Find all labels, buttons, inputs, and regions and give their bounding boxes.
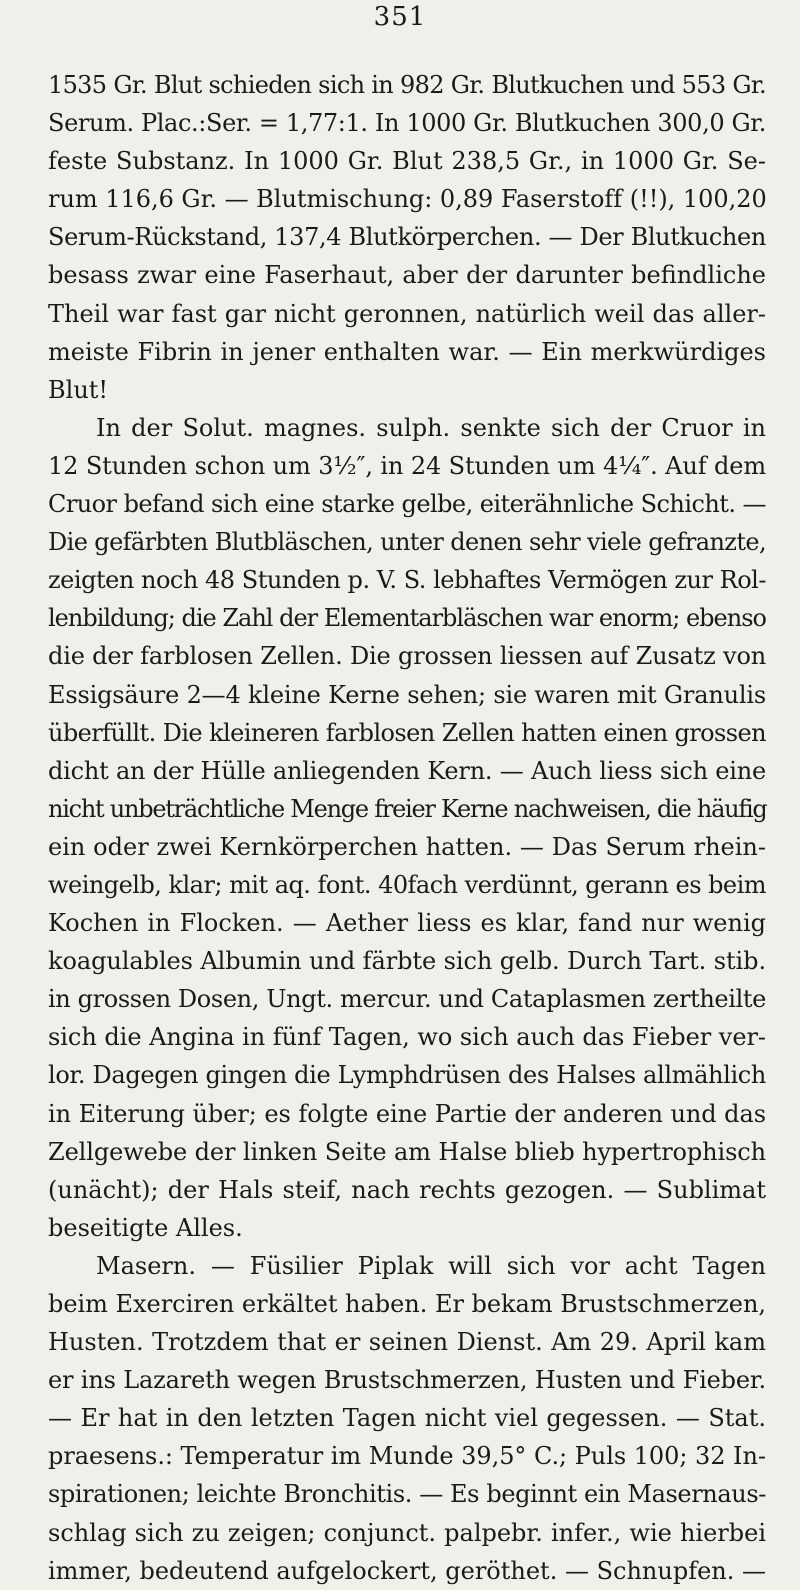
text-line: in grossen Dosen, Ungt. mercur. und Cataplasmen zertheilte	[48, 985, 766, 1014]
text-line: Theil war fast gar nicht geronnen, natürlich weil das aller-	[48, 299, 766, 328]
body-text	[48, 66, 766, 1590]
text-line: ein oder zwei Kernkörperchen hatten. — Das Serum rhein-	[48, 832, 766, 861]
text-line: meiste Fibrin in jener enthalten war. — Ein merkwürdiges	[48, 337, 766, 366]
text-line: in Eiterung über; es folgte eine Partie der anderen und das	[48, 1099, 767, 1128]
text-line: Masern. — Füsilier Piplak will sich vor acht Tagen	[96, 1251, 766, 1280]
text-line: schlag sich zu zeigen; conjunct. palpebr. infer., wie hierbei	[48, 1518, 766, 1547]
text-line: Blut!	[48, 375, 109, 404]
text-line: rum 116,6 Gr. — Blutmischung: 0,89 Faserstoff (!!), 100,20	[48, 185, 767, 214]
text-line: nicht unbeträchtliche Menge freier Kerne nachweisen, die häufig	[48, 794, 767, 823]
text-line: Serum-Rückstand, 137,4 Blutkörperchen. — Der Blutkuchen	[48, 223, 766, 252]
text-line: spirationen; leichte Bronchitis. — Es beginnt ein Masernaus-	[48, 1480, 766, 1509]
text-line: sich die Angina in fünf Tagen, wo sich auch das Fieber ver-	[48, 1023, 766, 1052]
text-line: — Er hat in den letzten Tagen nicht viel gegessen. — Stat.	[48, 1404, 766, 1433]
text-line: Serum. Plac.:Ser. = 1,77:1. In 1000 Gr. Blutkuchen 300,0 Gr.	[48, 109, 766, 138]
text-line: er ins Lazareth wegen Brustschmerzen, Husten und Fieber.	[48, 1366, 766, 1395]
text-line: 12 Stunden schon um 3½″, in 24 Stunden um 4¼″. Auf dem	[48, 451, 766, 480]
text-line: besass zwar eine Faserhaut, aber der darunter befindliche	[48, 261, 766, 290]
text-line: überfüllt. Die kleineren farblosen Zellen hatten einen grossen	[48, 718, 766, 747]
text-line: die der farblosen Zellen. Die grossen liessen auf Zusatz von	[48, 642, 767, 671]
text-line: beseitigte Alles.	[48, 1213, 243, 1242]
text-line: In der Solut. magnes. sulph. senkte sich der Cruor in	[96, 413, 766, 442]
text-line: beim Exerciren erkältet haben. Er bekam Brustschmerzen,	[48, 1290, 766, 1318]
text-line: praesens.: Temperatur im Munde 39,5° C.; Puls 100; 32 In-	[48, 1442, 766, 1471]
text-line: koagulables Albumin und färbte sich gelb. Durch Tart. stib.	[48, 947, 766, 976]
text-line: dicht an der Hülle anliegenden Kern. — Auch liess sich eine	[48, 756, 766, 785]
text-line: Essigsäure 2—4 kleine Kerne sehen; sie waren mit Granulis	[48, 680, 766, 709]
text-line: weingelb, klar; mit aq. font. 40fach verdünnt, gerann es beim	[48, 870, 767, 899]
text-line: (unächt); der Hals steif, nach rechts gezogen. — Sublimat	[48, 1175, 766, 1204]
text-line: immer, bedeutend aufgelockert, geröthet. — Schnupfen. —	[48, 1556, 766, 1585]
text-line: Zellgewebe der linken Seite am Halse blieb hypertrophisch	[48, 1137, 767, 1166]
text-line: Kochen in Flocken. — Aether liess es klar, fand nur wenig	[48, 909, 766, 938]
text-line: Husten. Trotzdem that er seinen Dienst. Am 29. April kam	[48, 1328, 766, 1357]
text-line: lor. Dagegen gingen die Lymphdrüsen des Halses allmählich	[48, 1061, 766, 1090]
text-line: zeigten noch 48 Stunden p. V. S. lebhaftes Vermögen zur Rol-	[48, 566, 766, 595]
text-line: lenbildung; die Zahl der Elementarbläschen war enorm; ebenso	[48, 604, 766, 633]
text-line: Cruor befand sich eine starke gelbe, eiterähnliche Schicht. —	[48, 490, 766, 519]
text-line: feste Substanz. In 1000 Gr. Blut 238,5 Gr., in 1000 Gr. Se-	[48, 147, 766, 176]
text-line: Die gefärbten Blutbläschen, unter denen sehr viele gefranzte,	[48, 528, 766, 557]
text-line: 1535 Gr. Blut schieden sich in 982 Gr. Blutkuchen und 553 Gr.	[48, 71, 767, 99]
page-number: 351	[373, 2, 427, 32]
